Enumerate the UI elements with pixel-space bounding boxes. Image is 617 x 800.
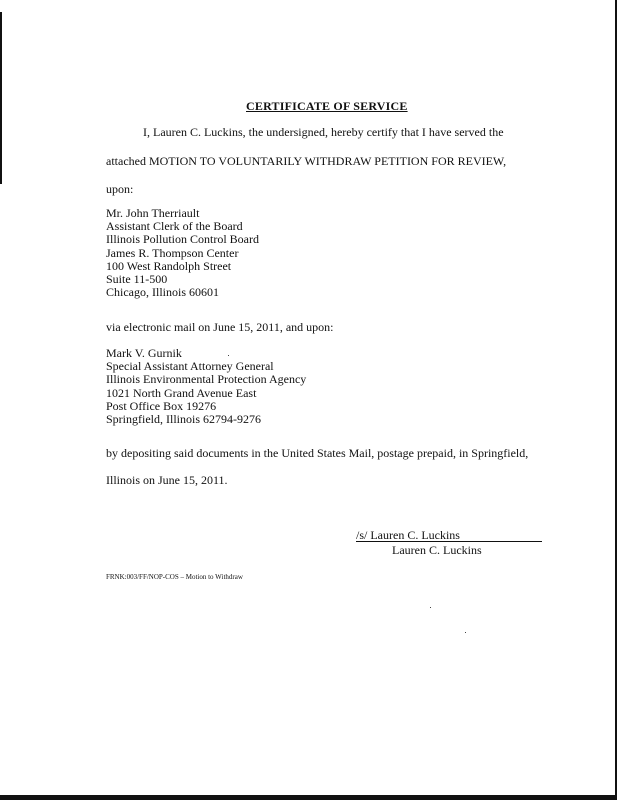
address-line: Mr. John Therriault xyxy=(106,206,200,220)
scan-edge-bottom xyxy=(0,795,617,800)
certify-line-2: attached MOTION TO VOLUNTARILY WITHDRAW PETITION FOR REVIEW, xyxy=(106,154,507,168)
deposit-line-2: Illinois on June 15, 2011. xyxy=(106,473,228,487)
address-line: Assistant Clerk of the Board xyxy=(106,219,243,234)
recipient-block-1 xyxy=(106,207,259,299)
signature: /s/ Lauren C. Luckins xyxy=(356,528,460,542)
upon-label: upon: xyxy=(106,182,134,196)
scan-edge-left xyxy=(0,12,2,184)
scan-speck xyxy=(465,632,466,633)
signature-line xyxy=(356,541,542,542)
address-line: Illinois Environmental Protection Agency xyxy=(106,372,307,387)
signer-name: Lauren C. Luckins xyxy=(392,543,482,557)
address-line: Special Assistant Attorney General xyxy=(106,359,274,374)
address-line: Post Office Box 19276 xyxy=(106,398,217,413)
scan-speck xyxy=(228,355,229,356)
address-line: Mark V. Gurnik xyxy=(106,346,182,360)
via-line: via electronic mail on June 15, 2011, and upon: xyxy=(106,320,334,334)
page-title: CERTIFICATE OF SERVICE xyxy=(246,99,408,113)
scan-speck xyxy=(430,607,431,608)
address-line: Illinois Pollution Control Board xyxy=(106,232,260,247)
address-line: James R. Thompson Center xyxy=(106,245,239,260)
recipient-block-2 xyxy=(106,347,306,426)
address-line: 100 West Randolph Street xyxy=(106,258,232,273)
address-line: Suite 11-500 xyxy=(106,272,168,287)
address-line: 1021 North Grand Avenue East xyxy=(106,385,257,400)
address-line: Chicago, Illinois 60601 xyxy=(106,285,219,300)
address-line: Springfield, Illinois 62794-9276 xyxy=(106,412,261,427)
footer-reference: FRNK:003/FF/NOP-COS – Motion to Withdraw xyxy=(106,573,243,581)
certify-line-1: I, Lauren C. Luckins, the undersigned, hereby certify that I have served the xyxy=(143,125,504,139)
deposit-line-1: by depositing said documents in the United States Mail, postage prepaid, in Springfield, xyxy=(106,446,529,460)
